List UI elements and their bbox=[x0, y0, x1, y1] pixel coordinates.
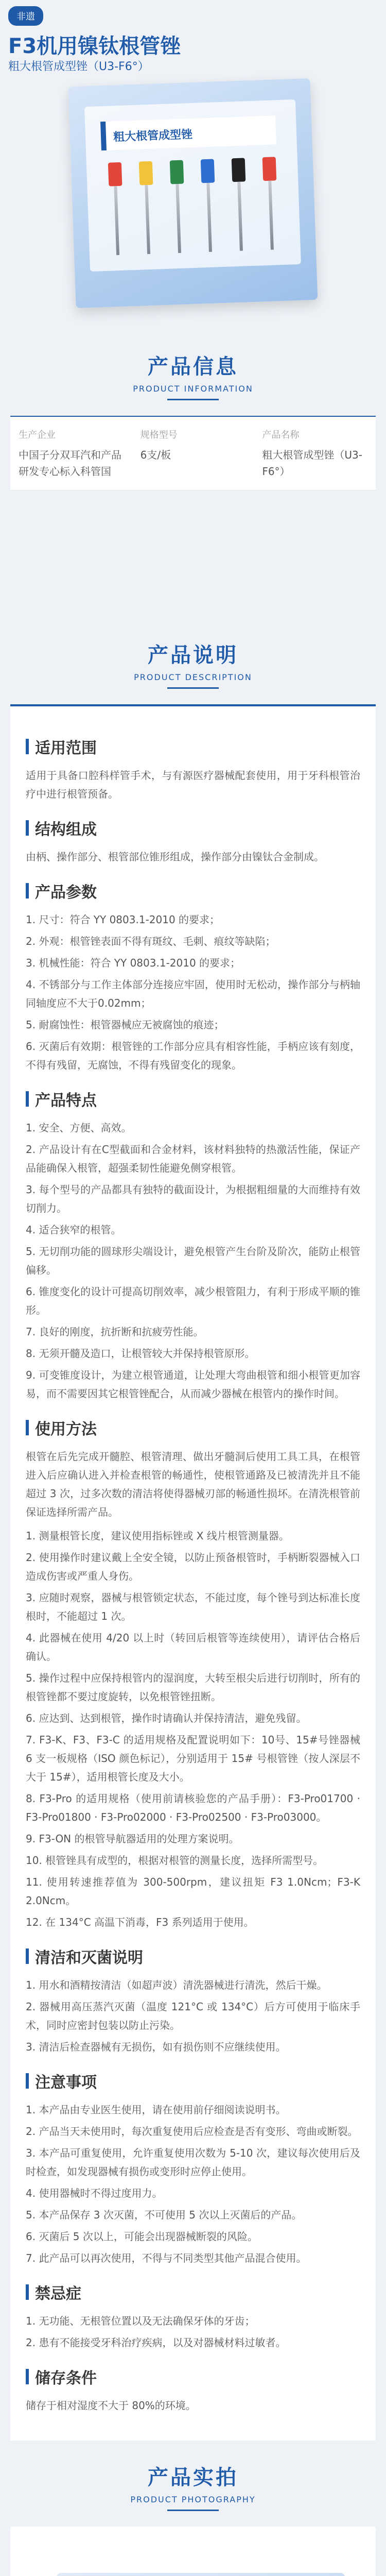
subsection-heading bbox=[26, 817, 360, 839]
endo-file bbox=[231, 158, 249, 251]
heading-bar bbox=[26, 739, 29, 754]
info-label: 规格型号 bbox=[140, 430, 178, 440]
list-item: 10. 根管锉具有成型的，根据对根管的测量长度，选择所需型号。 bbox=[26, 1854, 324, 1867]
endo-file bbox=[169, 160, 187, 253]
list-item: 6. 灭菌后 5 次以上，可能会出现器械断裂的风险。 bbox=[26, 2230, 258, 2243]
list-item: 9. 可变锥度设计，为建立根管通道，让处理大弯曲根管和细小根管更加容易，而不需要因其它根管锉配合，从而减少器械在根管内的操作时间。 bbox=[26, 1369, 360, 1400]
product-subtitle: 粗大根管成型锉（U3-F6°） bbox=[8, 60, 149, 73]
file-handle bbox=[201, 159, 215, 183]
heading-text: 产品特点 bbox=[35, 1092, 97, 1110]
product-photo-package[interactable] bbox=[10, 2527, 376, 2576]
list-item: 1. 用水和酒精按清洁（如超声波）清洗器械进行清洗，然后干燥。 bbox=[26, 1979, 327, 1991]
section-rule bbox=[167, 399, 219, 400]
subsection-heading bbox=[26, 879, 360, 902]
storage-text: 储存于相对湿度不大于 80%的环境。 bbox=[26, 2399, 196, 2412]
list-item: 3. 本产品可重复使用，允许重复使用次数为 5-10 次，建议每次使用后及时检查，如发现器械有损伤或变形时应停止使用。 bbox=[26, 2147, 360, 2178]
list-item: 4. 此器械在使用 4/20 以上时（转回后根管等连续使用），请评估合格后确认。 bbox=[26, 1632, 360, 1663]
heading-bar bbox=[26, 820, 29, 836]
heading-bar bbox=[26, 2369, 29, 2384]
list-item: 2. 使用操作时建议戴上全安全镜，以防止预备根管时，手柄断裂器械入口造成伤害或严重人身伤。 bbox=[26, 1551, 360, 1582]
heading-bar bbox=[26, 1420, 29, 1435]
list-item: 1. 尺寸：符合 YY 0803.1-2010 的要求； bbox=[26, 913, 220, 926]
subsection-heading bbox=[26, 1088, 360, 1110]
heading-bar bbox=[26, 883, 29, 899]
file-handle bbox=[262, 157, 277, 181]
section-title: 产品说明 bbox=[148, 643, 238, 667]
list-item: 2. 患有不能接受牙科治疗疾病，以及对器械材料过敏者。 bbox=[26, 2336, 286, 2349]
endo-file bbox=[138, 161, 156, 255]
list-item: 12. 在 134°C 高温下消毒，F3 系列适用于使用。 bbox=[26, 1916, 254, 1928]
heading-text: 适用范围 bbox=[35, 739, 97, 757]
subsection-heading bbox=[26, 2365, 360, 2388]
file-handle bbox=[232, 158, 246, 182]
list-item: 2. 器械用高压蒸汽灭菌（温度 121°C 或 134°C）后方可使用于临床手术，同时应密封包装以防止污染。 bbox=[26, 2001, 360, 2031]
info-value: 中国子分双耳汽和产品研发专心标入科管国 bbox=[19, 449, 121, 478]
list-item: 1. 本产品由专业医生使用，请在使用前仔细阅读说明书。 bbox=[26, 2104, 286, 2116]
section-subtitle: PRODUCT INFORMATION bbox=[133, 384, 253, 394]
list-item: 4. 使用器械时不得过度用力。 bbox=[26, 2187, 163, 2199]
list-item: 5. 操作过程中应保持根管内的湿润度，大转至根尖后进行切削时，所有的根管锉都不要过度旋转，以免根管锉扭断。 bbox=[26, 1672, 360, 1703]
params-list bbox=[26, 910, 360, 1074]
list-item: 1. 测量根管长度，建议使用指标锉或 X 线片根管测量器。 bbox=[26, 1530, 289, 1542]
section-title: 产品信息 bbox=[148, 355, 238, 379]
list-item: 9. F3-ON 的根管导航器适用的处理方案说明。 bbox=[26, 1833, 239, 1845]
hero-section bbox=[0, 0, 386, 330]
file-handle bbox=[108, 162, 122, 187]
heading-text: 注意事项 bbox=[35, 2074, 97, 2092]
section-subtitle: PRODUCT DESCRIPTION bbox=[134, 672, 252, 682]
heading-bar bbox=[26, 1091, 29, 1107]
product-description-section bbox=[0, 618, 386, 2441]
info-cell bbox=[132, 417, 254, 490]
features-list bbox=[26, 1118, 360, 1403]
section-rule bbox=[167, 687, 219, 689]
info-cell bbox=[10, 417, 132, 490]
subsection-heading bbox=[26, 1945, 360, 1968]
list-item: 8. 无须开髓及造口，让根管较大并保持根管原形。 bbox=[26, 1347, 255, 1360]
list-item: 2. 产品当天未使用时，每次重复使用后应检查是否有变形、弯曲或断裂。 bbox=[26, 2125, 358, 2138]
package-label-text: 粗大根管成型锉 bbox=[113, 128, 193, 144]
heading-text: 结构组成 bbox=[35, 821, 97, 839]
section-subtitle: PRODUCT PHOTOGRAPHY bbox=[130, 2495, 256, 2504]
product-title: F3机用镍钛根管锉 bbox=[8, 35, 181, 58]
subsection-heading bbox=[26, 1416, 360, 1439]
product-photos-section bbox=[0, 2441, 386, 2576]
file-shaft bbox=[237, 182, 243, 251]
list-item: 4. 适合狭窄的根管。 bbox=[26, 1224, 121, 1236]
list-item: 3. 机械性能：符合 YY 0803.1-2010 的要求； bbox=[26, 957, 241, 969]
description-card bbox=[10, 704, 376, 2441]
endo-file bbox=[200, 159, 218, 252]
list-item: 1. 无功能、无根管位置以及无法确保牙体的牙齿； bbox=[26, 2315, 255, 2327]
file-set bbox=[107, 157, 280, 255]
package-label bbox=[100, 115, 276, 150]
list-item: 3. 应随时观察，器械与根管锁定状态，不能过度，每个锉号到达标准长度根时，不能超过 1 次。 bbox=[26, 1591, 360, 1622]
endo-file bbox=[261, 157, 280, 250]
usage-intro: 根管在后先完成开髓腔、根管清理、做出牙髓洞后使用工具工具，在根管进入后应确认进入并检查根管的畅通性，使根管通路及已被清洗并且不能超过 3 次，过多次数的清洁将使得器械刃部的畅通性损坏。在清洗根管前保证选择所需产品。 bbox=[26, 1450, 360, 1518]
endo-file bbox=[107, 162, 126, 256]
info-value: 6支/板 bbox=[140, 449, 171, 461]
list-item: 4. 不锈部分与工作主体部分连接应牢固，使用时无松动，操作部分与柄轴同轴度应不大于0.02mm； bbox=[26, 978, 360, 1009]
file-shaft bbox=[206, 183, 212, 252]
file-shaft bbox=[268, 181, 274, 250]
product-info-section bbox=[0, 330, 386, 618]
list-item: 7. 此产品可以再次使用，不得与不同类型其他产品混合使用。 bbox=[26, 2252, 307, 2264]
list-item: 6. 应达到、达到根管，操作时请确认并保持清洁，避免残留。 bbox=[26, 1712, 307, 1724]
scope-text: 适用于具备口腔科样管手术，与有源医疗器械配套使用，用于牙科根管治疗中进行根管预备。 bbox=[26, 769, 360, 800]
info-value: 粗大根管成型锉（U3-F6°） bbox=[262, 449, 362, 478]
usage-list bbox=[26, 1527, 360, 1931]
subsection-heading bbox=[26, 735, 360, 758]
info-table bbox=[10, 416, 376, 490]
list-item: 7. F3-K、F3、F3-C 的适用规格及配置说明如下：10号、15#号锉器械 6 支一板规格（ISO 颜色标记），分别适用于 15# 号根管锉（按人深层不大于 15#），适用根管长度及大小。 bbox=[26, 1734, 360, 1783]
list-item: 5. 无切削功能的圆球形尖端设计，避免根管产生台阶及阶次，能防止根管偏移。 bbox=[26, 1245, 360, 1276]
list-item: 5. 本产品保存 3 次灭菌，不可使用 5 次以上灭菌后的产品。 bbox=[26, 2209, 302, 2221]
file-handle bbox=[170, 160, 184, 184]
heading-text: 储存条件 bbox=[35, 2369, 97, 2387]
notes-list bbox=[26, 2100, 360, 2267]
heading-text: 清洁和灭菌说明 bbox=[35, 1949, 143, 1967]
structure-text: 由柄、操作部分、根管部位锥形组成，操作部分由镍钛合金制成。 bbox=[26, 851, 324, 863]
list-item: 11. 使用转速推荐值为 300-500rpm，建议扭矩 F3 1.0Ncm；F3-K 2.0Ncm。 bbox=[26, 1876, 360, 1907]
heading-bar bbox=[26, 2073, 29, 2089]
list-item: 2. 外观：根管锉表面不得有斑纹、毛刺、痕纹等缺陷； bbox=[26, 935, 276, 947]
heading-text: 使用方法 bbox=[35, 1420, 97, 1438]
info-label: 生产企业 bbox=[19, 430, 56, 440]
list-item: 7. 良好的刚度，抗折断和抗疲劳性能。 bbox=[26, 1326, 204, 1338]
file-shaft bbox=[176, 184, 181, 253]
subsection-heading bbox=[26, 2281, 360, 2303]
info-cell bbox=[254, 417, 376, 490]
heading-text: 禁忌症 bbox=[35, 2285, 81, 2303]
category-tag[interactable]: 非遗 bbox=[8, 6, 43, 26]
package-image bbox=[57, 2573, 345, 2576]
cleaning-list bbox=[26, 1976, 360, 2056]
product-package-image bbox=[68, 78, 318, 308]
file-shaft bbox=[145, 185, 150, 254]
list-item: 3. 每个型号的产品都具有独特的截面设计，为根据粗细量的大而维持有效切削力。 bbox=[26, 1183, 360, 1214]
subsection-heading bbox=[26, 2070, 360, 2092]
section-rule bbox=[167, 2510, 219, 2511]
heading-bar bbox=[26, 2284, 29, 2300]
heading-bar bbox=[26, 1948, 29, 1964]
file-shaft bbox=[114, 186, 119, 255]
section-title: 产品实拍 bbox=[148, 2466, 238, 2489]
list-item: 6. 锥度变化的设计可提高切削效率，减少根管阻力，有利于形成平顺的锥形。 bbox=[26, 1285, 360, 1316]
file-handle bbox=[139, 161, 153, 185]
list-item: 3. 清洁后检查器械有无损伤，如有损伤则不应继续使用。 bbox=[26, 2041, 286, 2053]
list-item: 1. 安全、方便、高效。 bbox=[26, 1122, 132, 1134]
list-item: 8. F3-Pro 的适用规格（使用前请核验您的产品手册）：F3-Pro01700 · F3-Pro01800 · F3-Pro02000 · F3-Pro02500 · F3-Pro03000。 bbox=[26, 1792, 360, 1823]
list-item: 6. 灭菌后有效期：根管锉的工作部分应具有相容性能，手柄应该有刻度，不得有残留，无腐蚀，不得有残留变化的现象。 bbox=[26, 1040, 360, 1071]
heading-text: 产品参数 bbox=[35, 884, 97, 902]
list-item: 5. 耐腐蚀性：根管器械应无被腐蚀的痕迹； bbox=[26, 1019, 224, 1031]
info-label: 产品名称 bbox=[262, 430, 300, 440]
list-item: 2. 产品设计有在C型截面和合金材料，该材料独特的热激活性能，保证产品能确保入根管，超强柔韧性能避免侧穿根管。 bbox=[26, 1143, 360, 1174]
contra-list bbox=[26, 2312, 360, 2352]
